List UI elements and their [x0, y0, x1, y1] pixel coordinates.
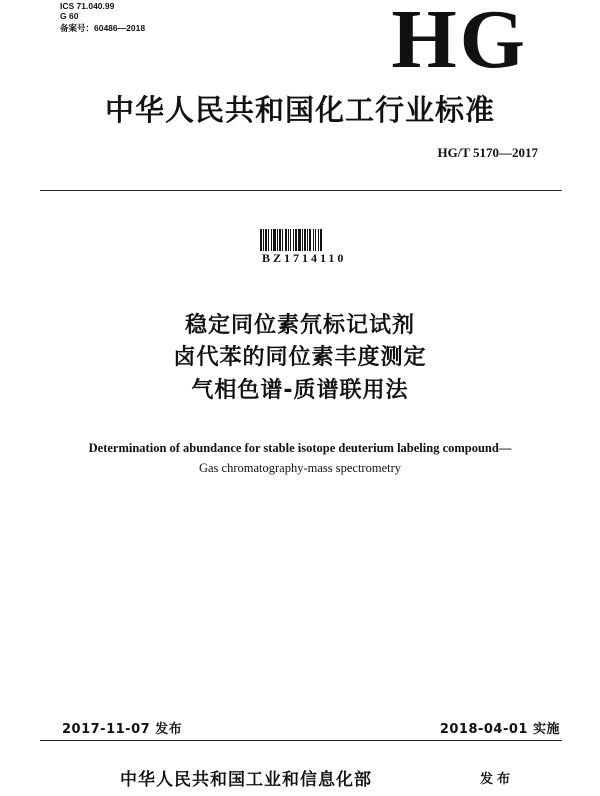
publish-label: 发布 — [480, 772, 515, 787]
publisher-name: 中华人民共和国工业和信息化部 — [120, 770, 372, 790]
standard-number: HG/T 5170—2017 — [437, 145, 538, 160]
english-title-line-2: Gas chromatography-mass spectrometry — [198, 461, 402, 475]
english-title-line-1: Determination of abundance for stable isotope deuterium labeling compound— — [88, 441, 512, 455]
ccs-code: G 60 — [60, 11, 79, 21]
ics-code: ICS 71.040.99 — [60, 1, 115, 11]
issue-date: 2017-11-07 发布 — [62, 722, 183, 737]
registration-number: 备案号：60486—2018 — [60, 23, 146, 33]
hg-logo: HG — [391, 0, 528, 86]
implementation-date: 2018-04-01 实施 — [439, 722, 560, 737]
industry-standard-title: 中华人民共和国化工行业标准 — [104, 93, 495, 127]
header-divider — [40, 190, 562, 191]
chinese-title-line-2: 卤代苯的同位素丰度测定 — [173, 345, 427, 370]
barcode-icon — [260, 229, 372, 251]
footer-divider — [40, 740, 562, 741]
barcode-number: BZ1714110 — [262, 251, 347, 265]
chinese-title-line-1: 稳定同位素氘标记试剂 — [184, 313, 415, 338]
chinese-title-line-3: 气相色谱-质谱联用法 — [191, 378, 409, 403]
